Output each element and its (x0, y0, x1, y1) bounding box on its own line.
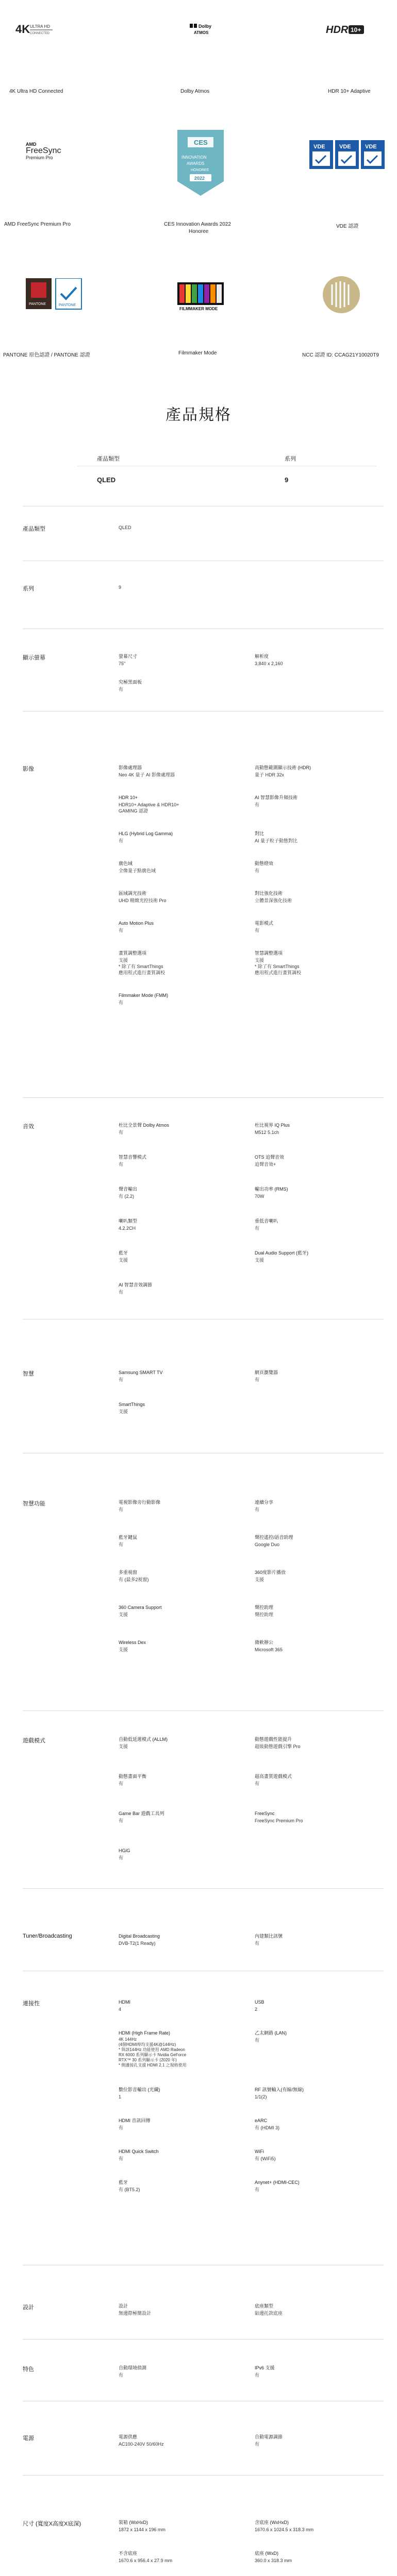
spec-value: 75" (119, 661, 126, 666)
badge-caption-ces-line1: CES Innovation Awards 2022 (164, 222, 231, 227)
spec-value: 有 (255, 2372, 260, 2378)
section-title-series: 系列 (23, 586, 34, 592)
spec-value: 1/1(2) (255, 2094, 267, 2099)
svg-text:Dolby: Dolby (198, 24, 212, 29)
spec-label: HGiG (119, 1848, 130, 1853)
badge-vde-logo (309, 140, 387, 178)
4k-ultra-hd-logo-icon (15, 22, 57, 37)
spec-label: 超高畫質遊戲模式 (255, 1774, 292, 1779)
badge-caption-hdr10: HDR 10+ Adaptive (328, 89, 371, 94)
spec-value: 有 (119, 1290, 124, 1295)
spec-value: 有 (255, 2442, 260, 2447)
spec-value: 支援 (255, 1258, 264, 1263)
spec-label: HDMI (119, 1999, 130, 2005)
svg-text:4K: 4K (15, 23, 30, 36)
spec-value: 有 (最多2視窗) (119, 1577, 149, 1582)
spec-value: 超級動態遊戲引擎 Pro (255, 1744, 301, 1749)
svg-text:ATMOS: ATMOS (194, 30, 209, 35)
spec-label: 數位影音輸出 (光纖) (119, 2087, 160, 2092)
spec-label: 杜比視界 IQ Plus (255, 1123, 290, 1128)
spec-label: 藍牙鍵鼠 (119, 1535, 138, 1540)
spec-label: 電視影像旁行動影像 (119, 1500, 161, 1505)
spec-value: 支援 * 除了有 SmartThings 應用程式進行畫質調校 (119, 958, 166, 975)
spec-label: 設計 (119, 2303, 128, 2309)
spec-label: 螢幕尺寸 (119, 654, 138, 659)
section-title-product-type: 產品類型 (23, 526, 45, 532)
spec-value: Google Duo (255, 1542, 280, 1547)
spec-value: 有 (119, 928, 124, 933)
section-divider (23, 2475, 384, 2476)
spec-label: 自動環境偵測 (119, 2365, 147, 2370)
badge-4k-logo (15, 22, 57, 37)
badge-dolby-logo (183, 23, 219, 37)
spec-label: 網頁瀏覽器 (255, 1370, 278, 1375)
spec-label: 重低音喇叭 (255, 1218, 278, 1224)
spec-label: 360 Camera Support (119, 1605, 162, 1610)
spec-value: 有 (255, 1781, 260, 1786)
spec-value: 70W (255, 1194, 264, 1199)
badge-ncc-logo (321, 274, 362, 315)
premium-pro-wordmark: Premium Pro (26, 155, 53, 160)
spec-value: 有 (119, 1130, 124, 1135)
spec-value: 1 (119, 2094, 122, 2099)
spec-label: AI 智慧音效調節 (119, 1282, 153, 1287)
header-series-value: 9 (285, 476, 289, 484)
spec-label: WiFi (255, 2149, 264, 2154)
spec-value: 有 (255, 1226, 260, 1231)
spec-value: 360.0 x 318.3 mm (255, 2558, 292, 2563)
spec-label: Dual Audio Support (藍牙) (255, 1250, 309, 1256)
spec-label: 究極黑面板 (119, 680, 142, 685)
spec-label: 含底座 (WxHxD) (255, 2520, 289, 2525)
section-title-smart-features: 智慧功能 (23, 1501, 45, 1507)
spec-value: 有 (119, 1818, 124, 1823)
svg-text:10+: 10+ (351, 26, 361, 33)
spec-value: 1670.6 x 956.4 x 27.9 mm (119, 2558, 173, 2563)
hdr10-plus-logo-icon (325, 23, 366, 36)
badge-caption-pantone: PANTONE 原色認證 / PANTONE 認證 (3, 352, 90, 358)
spec-label: 連續分享 (255, 1500, 274, 1505)
spec-value: 量子 HDR 32x (255, 772, 285, 777)
svg-text:INNOVATION: INNOVATION (181, 155, 207, 160)
section-divider (23, 1710, 384, 1711)
badge-caption-4k: 4K Ultra HD Connected (9, 89, 63, 94)
spec-value: 4.2.2CH (119, 1226, 136, 1231)
spec-value: 有 (255, 2038, 260, 2043)
section-title-display: 顯示螢幕 (23, 655, 45, 661)
ncc-certification-icon (321, 274, 362, 315)
spec-label: Wireless Dex (119, 1640, 146, 1645)
svg-text:VDE: VDE (339, 144, 351, 150)
spec-label: HDMI (High Frame Rate) (119, 2030, 171, 2036)
spec-value: 4 (119, 2007, 122, 2012)
section-title-tuner: Tuner/Broadcasting (23, 1933, 72, 1939)
spec-label: HDMI 音訊回傳 (119, 2118, 151, 2123)
spec-value: M512 5.1ch (255, 1130, 279, 1135)
spec-label: 聲控遙控/語音助理 (255, 1535, 293, 1540)
spec-label: Game Bar 遊戲工具列 (119, 1811, 164, 1816)
spec-label: Samsung SMART TV (119, 1370, 163, 1375)
spec-label: 對比 (255, 831, 264, 836)
spec-value: 聲控助理 (255, 1612, 274, 1617)
spec-label: 對比強化技術 (255, 891, 283, 896)
spec-value: 有 (119, 838, 124, 843)
filmmaker-mode-icon (177, 282, 224, 311)
spec-value: 有 (119, 1781, 124, 1786)
spec-label: eARC (255, 2118, 268, 2123)
spec-value: 支援 (119, 1258, 128, 1263)
svg-text:VDE: VDE (313, 144, 325, 150)
header-type-label: 產品類型 (97, 456, 120, 462)
spec-label: SmartThings (119, 1402, 145, 1407)
badge-amd-freesync-logo (26, 142, 67, 164)
spec-label: FreeSync (255, 1811, 275, 1816)
spec-value: 有 (119, 1377, 124, 1382)
spec-label: 360度影片播放 (255, 1570, 286, 1575)
spec-value: 有 (255, 1507, 260, 1512)
badge-caption-ncc: NCC 認證 ID: CCAG21Y10020T9 (302, 352, 379, 358)
spec-value: 有 (119, 1507, 124, 1512)
spec-value: 有 (255, 2187, 260, 2192)
amd-logo-icon: AMD (26, 142, 37, 147)
spec-value: 支援 (255, 1577, 264, 1582)
spec-label: USB (255, 1999, 264, 2005)
spec-label: 聲音輸出 (119, 1187, 138, 1192)
spec-label: 不含底座 (119, 2551, 138, 2556)
spec-label: 影像處理器 (119, 765, 142, 770)
section-divider (23, 1097, 384, 1098)
spec-value: 支援 (119, 1612, 128, 1617)
svg-text:HONOREE: HONOREE (191, 168, 209, 172)
badge-filmmaker-logo (177, 282, 224, 311)
badge-hdr10-logo (325, 23, 366, 36)
spec-label: 智慧調整選項 (255, 951, 283, 956)
spec-label: 自動低延遲模式 (ALLM) (119, 1737, 168, 1742)
spec-label: 藍牙 (119, 2180, 128, 2185)
section-value-series: 9 (119, 585, 122, 590)
spec-value: AC100-240V 50/60Hz (119, 2442, 164, 2447)
section-title-design: 設計 (23, 2304, 34, 2311)
spec-value: 有 (119, 1855, 124, 1860)
spec-label: 內建類比訊號 (255, 1934, 283, 1939)
svg-text:PANTONE: PANTONE (59, 303, 76, 307)
spec-label: 多重視窗 (119, 1570, 138, 1575)
section-title-feature: 特色 (23, 2366, 34, 2372)
spec-label: 解析度 (255, 654, 269, 659)
pantone-validated-icon (26, 278, 82, 314)
spec-value: 4K 144Hz (4個HDMI埠均支援4K@144Hz) * 與該144Hz 功能使用 AMD Radeon RX 6000 系列顯示卡 Nvidia GeForce RTX™ 30 系列顯示卡 (2020 年) * 側邊接孔支援 HDMI 2.1 之規格使用 (119, 2037, 187, 2067)
badge-caption-amd: AMD FreeSync Premium Pro (4, 222, 71, 227)
spec-label: Anynet+ (HDMI-CEC) (255, 2180, 300, 2185)
spec-value: 有 (255, 1941, 260, 1946)
spec-value: 有 (2.2) (119, 1194, 135, 1199)
spec-value: 有 (119, 1542, 124, 1547)
spec-value: DVB-T2(1 Ready) (119, 1941, 156, 1946)
badge-caption-vde: VDE 認證 (336, 224, 359, 229)
section-title-video: 影像 (23, 766, 34, 772)
spec-label: 喇叭類型 (119, 1218, 138, 1224)
spec-label: 電影模式 (255, 921, 274, 926)
spec-label: 動態遊戲性能提升 (255, 1737, 292, 1742)
spec-value: 有 (255, 928, 260, 933)
spec-value: 有 (119, 1000, 124, 1005)
spec-value: 有 (119, 2156, 124, 2161)
spec-value: 3,840 x 2,160 (255, 661, 283, 666)
spec-label: 動態燈效 (255, 861, 274, 866)
spec-value: 2 (255, 2007, 258, 2012)
page-title: 產品規格 (166, 406, 231, 423)
svg-text:CONNECTED: CONNECTED (30, 32, 50, 35)
section-divider (23, 1888, 384, 1889)
spec-label: IPv6 支援 (255, 2365, 275, 2370)
spec-value: 有 (119, 2125, 124, 2130)
spec-label: 畫質調整選項 (119, 951, 147, 956)
spec-value: 支援 * 除了有 SmartThings 應用程式進行畫質調校 (255, 958, 302, 975)
header-series-label: 系列 (285, 456, 296, 462)
badge-ces-logo (172, 130, 229, 197)
section-title-dimension: 尺寸 (寬度X高度X底深) (23, 2521, 81, 2527)
svg-text:CES: CES (194, 139, 208, 146)
spec-label: Auto Motion Plus (119, 921, 154, 926)
spec-label: 智慧音響模式 (119, 1155, 147, 1160)
section-value-product-type: QLED (119, 525, 131, 530)
spec-value: 支援 (119, 1647, 128, 1652)
svg-text:PANTONE: PANTONE (29, 302, 46, 306)
svg-text:AWARDS: AWARDS (187, 161, 205, 166)
spec-label: HDMI Quick Switch (119, 2149, 159, 2154)
spec-value: 有 (255, 1377, 260, 1382)
spec-label: 高動態範圍顯示技術 (HDR) (255, 765, 311, 770)
spec-value: 有 (255, 868, 260, 873)
svg-text:HDR: HDR (326, 24, 349, 36)
badge-pantone-logo (26, 278, 82, 314)
svg-text:FILMMAKER MODE: FILMMAKER MODE (179, 307, 218, 311)
spec-value: 有 (WiFi5) (255, 2156, 276, 2161)
header-type-value: QLED (97, 476, 116, 484)
spec-label: 電源供應 (119, 2434, 138, 2439)
spec-value: Microsoft 365 (255, 1647, 283, 1652)
spec-label: Filmmaker Mode (FMM) (119, 993, 168, 998)
badge-caption-ces-line2: Honoree (189, 229, 209, 234)
spec-value: UHD 精緻光控技術 Pro (119, 898, 167, 903)
dolby-atmos-logo-icon (183, 23, 219, 37)
spec-label: 動態畫面平衡 (119, 1774, 147, 1779)
spec-value: 有 (119, 2372, 124, 2378)
spec-value: HDR10+ Adaptive & HDR10+ GAMING 認證 (119, 802, 179, 814)
spec-label: 裝箱 (WxHxD) (119, 2520, 148, 2525)
spec-label: AI 智慧影像升頻技術 (255, 795, 298, 800)
spec-label: 藍牙 (119, 1250, 128, 1256)
vde-certification-icon (309, 140, 387, 178)
spec-value: 有 (HDMI 3) (255, 2125, 279, 2130)
spec-label: 區域調光技術 (119, 891, 147, 896)
spec-label: 微軟辦公 (255, 1640, 274, 1645)
spec-label: 自動電源調節 (255, 2434, 283, 2439)
spec-label: 聲控助理 (255, 1605, 274, 1610)
spec-label: 底座類型 (255, 2303, 274, 2309)
spec-label: 底座 (WxD) (255, 2551, 278, 2556)
spec-label: 杜比全景聲 Dolby Atmos (119, 1123, 170, 1128)
section-title-game: 遊戲模式 (23, 1738, 45, 1744)
spec-value: FreeSync Premium Pro (255, 1818, 303, 1823)
spec-value: 支援 (119, 1744, 128, 1749)
spec-value: 有 (119, 687, 124, 692)
svg-text:VDE: VDE (365, 144, 377, 150)
spec-value: 支援 (119, 1409, 128, 1414)
spec-value: 貼邊托款底座 (255, 2311, 283, 2316)
spec-label: OTS 追聲音效 (255, 1155, 285, 1160)
spec-value: AI 量子粒子動態對比 (255, 838, 298, 843)
spec-value: 無邊際極簡設計 (119, 2311, 152, 2316)
spec-value: 有 (255, 802, 260, 807)
spec-value: 全像量子點廣色域 (119, 868, 156, 873)
spec-label: 廣色域 (119, 861, 133, 866)
spec-value: 1670.6 x 1024.5 x 318.3 mm (255, 2527, 314, 2532)
spec-value: Neo 4K 量子 AI 影像處理器 (119, 772, 175, 777)
spec-label: HLG (Hybrid Log Gamma) (119, 831, 173, 836)
badge-caption-filmmaker: Filmmaker Mode (178, 350, 217, 356)
freesync-wordmark: FreeSync (26, 146, 61, 155)
spec-label: Digital Broadcasting (119, 1934, 160, 1939)
ces-innovation-award-icon (172, 130, 229, 197)
spec-value: 1872 x 1144 x 196 mm (119, 2527, 166, 2532)
spec-value: 追聲音效+ (255, 1162, 276, 1167)
spec-value: 有 (BT5.2) (119, 2187, 140, 2192)
badge-caption-dolby: Dolby Atmos (180, 89, 210, 94)
svg-text:2022: 2022 (194, 176, 205, 181)
spec-value: 立體景深強化技術 (255, 898, 292, 903)
spec-value: 有 (119, 1162, 124, 1167)
spec-label: 輸出功率 (RMS) (255, 1187, 288, 1192)
svg-text:ULTRA HD: ULTRA HD (30, 24, 50, 29)
spec-label: HDR 10+ (119, 795, 138, 800)
spec-label: RF 訊號輸入(有線/無線) (255, 2087, 304, 2092)
section-title-audio: 音效 (23, 1124, 34, 1130)
section-title-power: 電源 (23, 2435, 34, 2442)
section-title-smart: 智慧 (23, 1371, 34, 1377)
section-title-connectivity: 連接性 (23, 2001, 40, 2007)
spec-label: 乙太網路 (LAN) (255, 2030, 287, 2036)
section-divider (23, 2339, 384, 2340)
